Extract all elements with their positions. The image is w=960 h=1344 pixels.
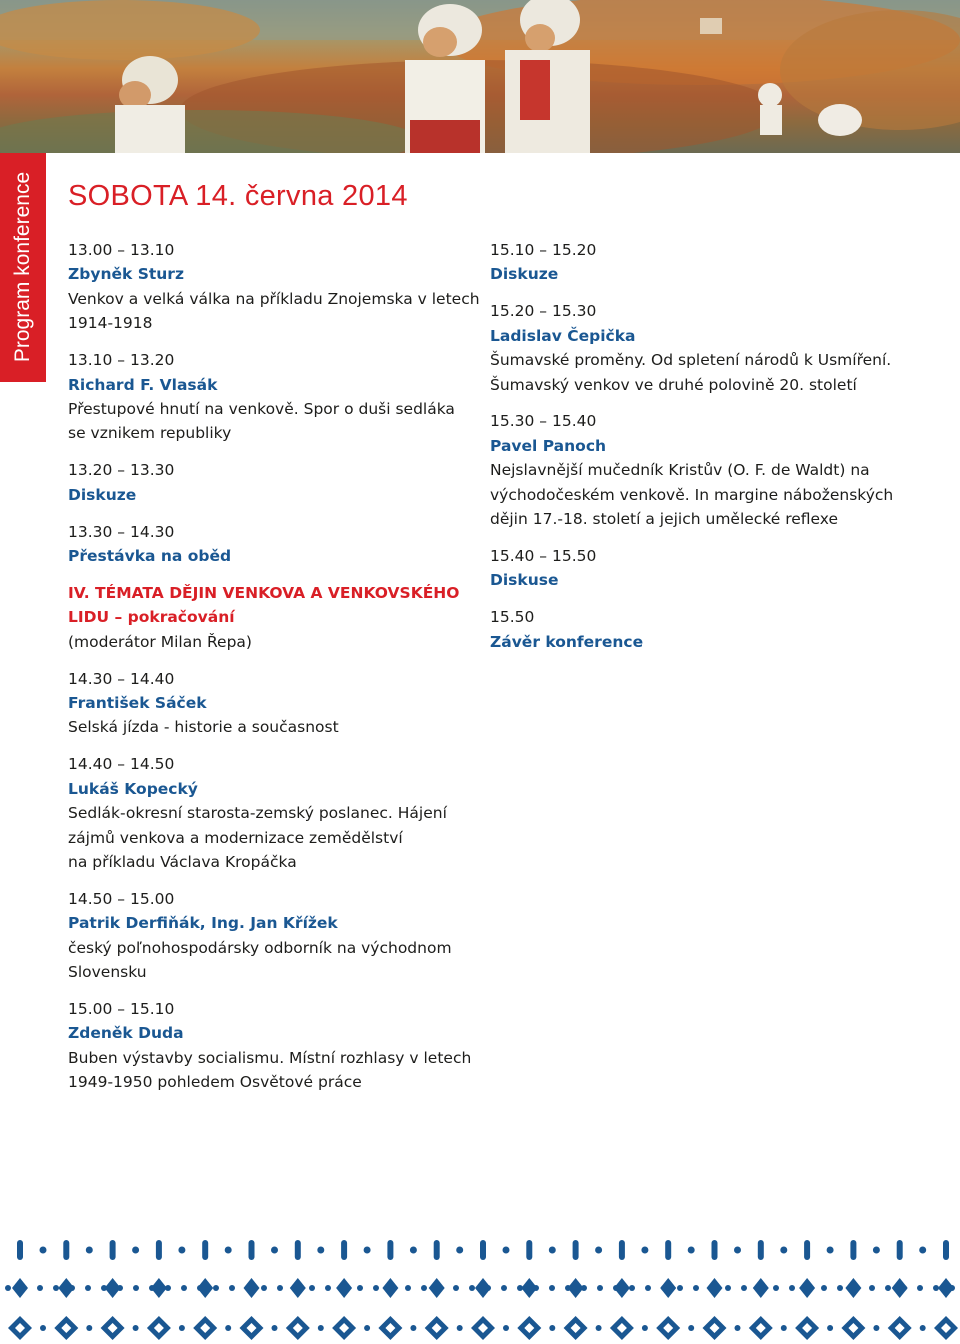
ornament-bar (156, 1240, 162, 1260)
ornament-diamond (290, 1278, 306, 1298)
ornament-dot (503, 1325, 509, 1331)
ornament-dot (773, 1285, 779, 1291)
ornament-bar (387, 1240, 393, 1260)
left-column (68, 238, 488, 1107)
item-time: 14.40 – 14.50 (68, 755, 175, 774)
ornament-dot (780, 1247, 787, 1254)
program-item (68, 520, 488, 569)
ornament-dot (309, 1285, 315, 1291)
program-item (68, 997, 488, 1095)
ornament-dot (277, 1285, 283, 1291)
program-item (68, 238, 488, 336)
ornament-dot (641, 1247, 648, 1254)
ornament-dot (688, 1247, 695, 1254)
ornament-dot (693, 1285, 699, 1291)
folk-ornament-border (0, 1236, 960, 1344)
item-speaker: Zdeněk Duda (68, 1024, 184, 1043)
ornament-dot (40, 1247, 47, 1254)
ornament-diamond (382, 1278, 398, 1298)
item-talk: Selská jízda - historie a současnost (68, 718, 339, 737)
ornament-dot (919, 1247, 926, 1254)
ornament-bar (202, 1240, 208, 1260)
ornament-dot (873, 1325, 879, 1331)
ornament-diamond (614, 1278, 630, 1298)
side-tab-label: Program konference (11, 171, 34, 363)
item-speaker: Ladislav Čepička (490, 326, 636, 345)
item-time: 15.40 – 15.50 (490, 546, 597, 565)
program-item (68, 887, 488, 985)
side-tab (0, 153, 46, 382)
item-talk: Venkov a velká válka na příkladu Znojemska v letech (68, 289, 480, 308)
ornament-dot (133, 1325, 139, 1331)
ornament-dot (364, 1247, 371, 1254)
ornament-diamond (244, 1278, 260, 1298)
ornament-dot (410, 1325, 416, 1331)
ornament-diamond (12, 1278, 28, 1298)
program-item (490, 299, 910, 397)
ornament-dot (549, 1285, 555, 1291)
ornament-dot (885, 1285, 891, 1291)
item-talk: Sedlák-okresní starosta-zemský poslanec. Hájení (68, 804, 447, 823)
ornament-dot (688, 1325, 694, 1331)
ornament-dot (85, 1285, 91, 1291)
program-item (68, 458, 488, 507)
ornament-dot (261, 1285, 267, 1291)
ornament-dot (373, 1285, 379, 1291)
ornament-dot (179, 1325, 185, 1331)
ornament-dot (5, 1285, 11, 1291)
item-speaker: Zbyněk Sturz (68, 265, 184, 284)
header-painting (0, 0, 960, 153)
ornament-bar (804, 1240, 810, 1260)
ornament-dot (596, 1325, 602, 1331)
ornament-dot (503, 1247, 510, 1254)
ornament-bar (295, 1240, 301, 1260)
ornament-dot (225, 1247, 232, 1254)
item-talk: 1949-1950 pohledem Osvětové práce (68, 1073, 362, 1092)
ornament-bar (665, 1240, 671, 1260)
ornament-diamond (568, 1278, 584, 1298)
ornament-dot (734, 1247, 741, 1254)
item-time: 15.20 – 15.30 (490, 302, 597, 321)
ornament-dot (133, 1285, 139, 1291)
ornament-bar (110, 1240, 116, 1260)
ornament-dot (213, 1285, 219, 1291)
ornament-diamond (892, 1278, 908, 1298)
ornament-bar (897, 1240, 903, 1260)
ornament-dot (37, 1285, 43, 1291)
item-speaker: Diskuze (490, 265, 559, 284)
ornament-dot (917, 1285, 923, 1291)
folk-painting-illustration (0, 0, 960, 153)
ornament-diamond (799, 1278, 815, 1298)
ornament-dot (725, 1285, 731, 1291)
item-time: 13.00 – 13.10 (68, 241, 175, 259)
ornament-dot (364, 1325, 370, 1331)
ornament-dot (40, 1325, 46, 1331)
program-item (490, 409, 910, 531)
ornament-dot (86, 1247, 93, 1254)
item-speaker: Patrik Derfiňák, Ing. Jan Křížek (68, 914, 338, 933)
ornament-bar (712, 1240, 718, 1260)
right-column (490, 238, 910, 667)
ornament-dot (501, 1285, 507, 1291)
ornament-dot (549, 1247, 556, 1254)
ornament-dot (920, 1325, 926, 1331)
ornament-dot (453, 1285, 459, 1291)
item-talk: 1914-1918 (68, 314, 153, 333)
ornament-diamond (475, 1278, 491, 1298)
item-speaker: Pavel Panoch (490, 436, 607, 455)
ornament-dot (318, 1325, 324, 1331)
item-talk: Šumavský venkov ve druhé polovině 20. století (490, 375, 857, 394)
ornament-dot (827, 1247, 834, 1254)
ornament-diamond (753, 1278, 769, 1298)
item-speaker: František Sáček (68, 694, 207, 712)
program-item (68, 752, 488, 874)
ornament-dot (789, 1285, 795, 1291)
ornament-dot (325, 1285, 331, 1291)
ornament-dot (549, 1325, 555, 1331)
ornament-diamond (707, 1278, 723, 1298)
ornament-diamond (58, 1278, 74, 1298)
day-title: SOBOTA 14. června 2014 (68, 180, 408, 212)
item-time: 13.10 – 13.20 (68, 351, 175, 370)
ornament-bar (480, 1240, 486, 1260)
item-speaker: Diskuse (490, 571, 559, 590)
item-talk: český poľnohospodársky odborník na východnom (68, 938, 452, 957)
program-item (490, 605, 910, 654)
ornament-dot (421, 1285, 427, 1291)
item-speaker: Richard F. Vlasák (68, 375, 218, 394)
ornament-diamond (660, 1278, 676, 1298)
ornament-dot (873, 1247, 880, 1254)
ornament-dot (781, 1325, 787, 1331)
ornament-diamond (336, 1278, 352, 1298)
ornament-dot (741, 1285, 747, 1291)
item-time: 15.30 – 15.40 (490, 412, 597, 431)
item-talk: zájmů venkova a modernizace zemědělství (68, 828, 403, 847)
program-item (490, 238, 910, 287)
program-item (68, 667, 488, 740)
program-item (68, 348, 488, 446)
section-title: IV. TÉMATA DĚJIN VENKOVA A VENKOVSKÉHO (68, 583, 460, 602)
section-title: LIDU – pokračování (68, 608, 235, 627)
item-talk: Slovensku (68, 963, 147, 982)
ornament-diamond (521, 1278, 537, 1298)
ornament-dot (469, 1285, 475, 1291)
ornament-dot (178, 1247, 185, 1254)
ornament-diamond (197, 1278, 213, 1298)
ornament-dot (677, 1285, 683, 1291)
item-time: 13.20 – 13.30 (68, 461, 175, 480)
ornament-dot (272, 1325, 278, 1331)
ornament-dot (357, 1285, 363, 1291)
item-speaker: Závěr konference (490, 632, 644, 651)
section-header (68, 581, 488, 654)
item-speaker: Přestávka na oběd (68, 546, 232, 565)
ornament-bar (943, 1240, 949, 1260)
item-time: 15.00 – 15.10 (68, 999, 175, 1018)
item-talk: Přestupové hnutí na venkově. Spor o duši sedláka (68, 399, 455, 418)
ornament-bar (341, 1240, 347, 1260)
ornament-bar (17, 1240, 23, 1260)
ornament-dot (132, 1247, 139, 1254)
ornament-dot (642, 1325, 648, 1331)
ornament-dot (271, 1247, 278, 1254)
ornament-dot (410, 1247, 417, 1254)
ornament-bar (573, 1240, 579, 1260)
ornament-bar (526, 1240, 532, 1260)
ornament-diamond (151, 1278, 167, 1298)
item-time: 15.10 – 15.20 (490, 241, 597, 259)
ornament-dot (225, 1325, 231, 1331)
ornament-bar (434, 1240, 440, 1260)
ornament-dot (457, 1325, 463, 1331)
item-talk: Nejslavnější mučedník Kristův (O. F. de Waldt) na (490, 461, 870, 480)
ornament-diamond (105, 1278, 121, 1298)
item-time: 14.30 – 14.40 (68, 669, 175, 688)
item-talk: dějin 17.-18. století a jejich umělecké reflexe (490, 510, 839, 529)
ornament-dot (86, 1325, 92, 1331)
item-speaker: Diskuze (68, 485, 137, 504)
ornament-bar (619, 1240, 625, 1260)
program-item (490, 544, 910, 593)
ornament-dot (869, 1285, 875, 1291)
item-time: 15.50 (490, 608, 535, 627)
ornament-bar (758, 1240, 764, 1260)
ornament-dot (837, 1285, 843, 1291)
item-talk: východočeském venkově. In margine náboženských (490, 485, 894, 504)
ornament-dot (181, 1285, 187, 1291)
ornament-diamond (845, 1278, 861, 1298)
ornament-dot (317, 1247, 324, 1254)
ornament-dot (645, 1285, 651, 1291)
item-time: 14.50 – 15.00 (68, 889, 175, 908)
ornament-dot (735, 1325, 741, 1331)
item-talk: se vznikem republiky (68, 424, 232, 443)
item-time: 13.30 – 14.30 (68, 522, 175, 541)
ornament-dot (597, 1285, 603, 1291)
item-talk: Buben výstavby socialismu. Místní rozhlasy v letech (68, 1048, 472, 1067)
ornament-dot (595, 1247, 602, 1254)
item-talk: na příkladu Václava Kropáčka (68, 852, 297, 871)
item-speaker: Lukáš Kopecký (68, 779, 198, 798)
section-moderator: (moderátor Milan Řepa) (68, 632, 252, 651)
ornament-bar (249, 1240, 255, 1260)
ornament-dot (405, 1285, 411, 1291)
ornament-bar (850, 1240, 856, 1260)
ornament-dot (827, 1325, 833, 1331)
ornament-diamond (938, 1278, 954, 1298)
ornament-dot (456, 1247, 463, 1254)
ornament-diamond (429, 1278, 445, 1298)
item-talk: Šumavské proměny. Od spletení národů k Usmíření. (490, 351, 892, 370)
ornament-dot (53, 1285, 59, 1291)
ornament-dot (229, 1285, 235, 1291)
ornament-bar (63, 1240, 69, 1260)
ornament-dot (821, 1285, 827, 1291)
